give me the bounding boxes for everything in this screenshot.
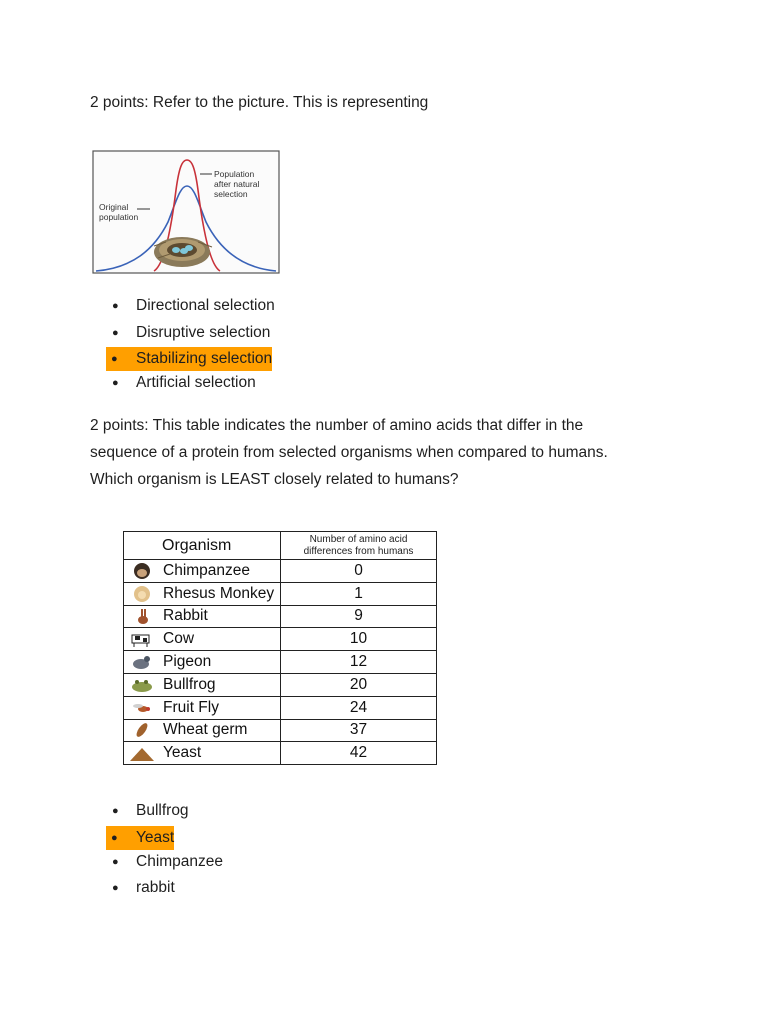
original-label-line-2: population	[99, 212, 139, 222]
organism-name: Rhesus Monkey	[163, 584, 275, 602]
question-2-line-3: Which organism is LEAST closely related to humans?	[90, 471, 459, 488]
table-row	[124, 719, 437, 742]
option-disruptive-selection[interactable]: ● Disruptive selection	[107, 321, 270, 348]
amino-difference-value: 37	[281, 719, 437, 742]
yeast-icon	[129, 744, 155, 762]
amino-difference-value: 1	[281, 582, 437, 605]
original-label-line-1: Original	[99, 202, 129, 212]
after-label-line-1: Population	[214, 169, 255, 179]
table-row	[124, 696, 437, 719]
question-2-options	[107, 799, 223, 903]
question-1-text: 2 points: Refer to the picture. This is representing	[90, 94, 429, 111]
option-stabilizing-selection[interactable]: ● Stabilizing selection	[106, 347, 272, 371]
table-row	[124, 560, 437, 583]
bullfrog-icon	[129, 676, 155, 694]
cow-icon	[129, 630, 155, 648]
organism-name: Bullfrog	[163, 675, 216, 693]
amino-difference-value: 20	[281, 673, 437, 696]
table-row	[124, 582, 437, 605]
amino-difference-value: 12	[281, 651, 437, 674]
rabbit-icon	[129, 607, 155, 625]
table-row	[124, 742, 437, 765]
wheat-germ-icon	[129, 721, 155, 739]
amino-difference-value: 0	[281, 560, 437, 583]
option-yeast[interactable]: ● Yeast	[106, 826, 174, 850]
organism-name: Fruit Fly	[163, 698, 219, 716]
question-2-text	[90, 412, 690, 493]
after-label-line-3: selection	[214, 189, 248, 199]
header-count-line-2: differences from humans	[303, 545, 414, 557]
organism-name: Chimpanzee	[163, 561, 251, 579]
chimpanzee-icon	[129, 562, 155, 580]
organism-name: Yeast	[163, 744, 202, 762]
amino-difference-value: 9	[281, 605, 437, 628]
question-1-options	[107, 294, 275, 398]
after-label-line-2: after natural	[214, 179, 260, 189]
fruit-fly-icon	[129, 699, 155, 717]
option-artificial-selection[interactable]: ● Artificial selection	[107, 371, 256, 398]
organism-name: Pigeon	[163, 653, 212, 671]
header-amino-differences	[281, 532, 437, 560]
organism-name: Wheat germ	[163, 721, 248, 739]
natural-selection-figure	[92, 150, 280, 274]
amino-acid-table	[123, 531, 437, 765]
header-count-line-1: Number of amino acid	[309, 533, 408, 545]
table-header-row	[124, 532, 437, 560]
pigeon-icon	[129, 653, 155, 671]
option-rabbit[interactable]: ● rabbit	[107, 876, 175, 903]
option-chimpanzee[interactable]: ● Chimpanzee	[107, 850, 223, 877]
table-row	[124, 673, 437, 696]
option-bullfrog[interactable]: ● Bullfrog	[107, 799, 189, 826]
rhesus-monkey-icon	[129, 585, 155, 603]
amino-difference-value: 24	[281, 696, 437, 719]
header-organism: Organism	[124, 532, 281, 560]
organism-name: Rabbit	[163, 607, 208, 625]
organism-name: Cow	[163, 630, 195, 648]
question-2-line-2: sequence of a protein from selected organisms when compared to humans.	[90, 444, 608, 461]
question-2-line-1: 2 points: This table indicates the number of amino acids that differ in the	[90, 417, 584, 434]
table-row	[124, 651, 437, 674]
amino-difference-value: 42	[281, 742, 437, 765]
option-directional-selection[interactable]: ● Directional selection	[107, 294, 275, 321]
table-row	[124, 628, 437, 651]
amino-difference-value: 10	[281, 628, 437, 651]
table-row	[124, 605, 437, 628]
